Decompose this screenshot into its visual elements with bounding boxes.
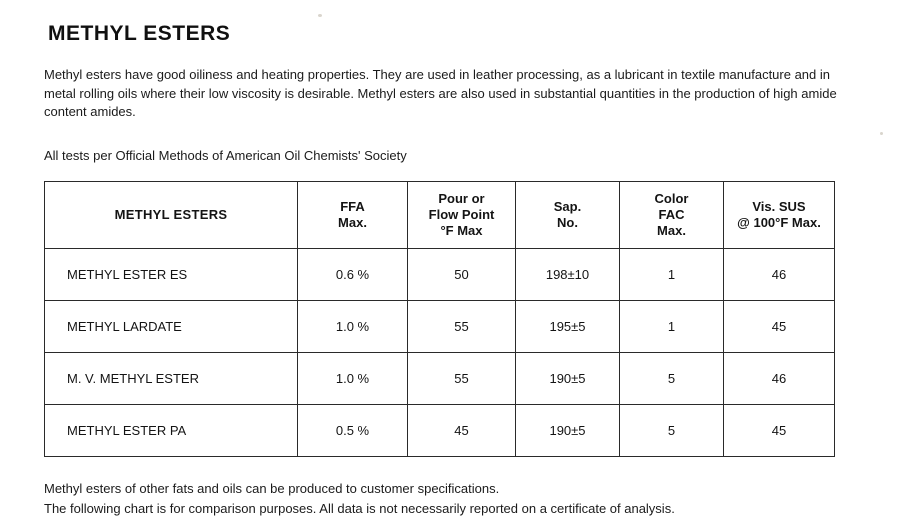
table-body	[45, 248, 835, 456]
page-title: METHYL ESTERS	[48, 22, 231, 45]
column-header-pour-line2: Flow Point	[428, 206, 495, 222]
table-row	[45, 248, 835, 300]
table-row	[45, 300, 835, 352]
cell-ffa: 0.5 %	[298, 404, 408, 456]
table-row	[45, 352, 835, 404]
scan-speck	[318, 14, 322, 17]
column-header-color-line2: FAC	[658, 206, 685, 222]
scan-speck	[880, 132, 883, 135]
cell-sap-no: 190±5	[516, 404, 620, 456]
cell-pour-point: 55	[408, 352, 516, 404]
cell-pour-point: 45	[408, 404, 516, 456]
cell-pour-point: 50	[408, 248, 516, 300]
cell-product-name: METHYL ESTER PA	[45, 404, 298, 456]
column-header-pour-line3: °F Max	[440, 222, 483, 238]
column-header-vis-line1: Vis. SUS	[752, 198, 806, 214]
column-header-color-line3: Max.	[657, 222, 686, 238]
column-header-ffa	[298, 181, 408, 248]
cell-sap-no: 198±10	[516, 248, 620, 300]
cell-pour-point: 55	[408, 300, 516, 352]
cell-product-name: METHYL ESTER ES	[45, 248, 298, 300]
table-row	[45, 404, 835, 456]
cell-product-name: METHYL LARDATE	[45, 300, 298, 352]
cell-viscosity: 45	[724, 404, 835, 456]
cell-product-name: M. V. METHYL ESTER	[45, 352, 298, 404]
cell-viscosity: 46	[724, 352, 835, 404]
cell-ffa: 1.0 %	[298, 300, 408, 352]
cell-color-fac: 5	[620, 404, 724, 456]
column-header-product	[45, 181, 298, 248]
cell-ffa: 0.6 %	[298, 248, 408, 300]
column-header-ffa-line2: Max.	[338, 214, 367, 230]
footer-notes	[44, 479, 878, 519]
column-header-pour-point	[408, 181, 516, 248]
column-header-viscosity	[724, 181, 835, 248]
table-header	[45, 181, 835, 248]
footer-note-line-2: The following chart is for comparison purposes. All data is not necessarily reported on a certificate of analysis.	[44, 500, 675, 516]
cell-ffa: 1.0 %	[298, 352, 408, 404]
column-header-color-line1: Color	[654, 190, 689, 206]
intro-paragraph: Methyl esters have good oiliness and heating properties. They are used in leather processing, as a lubricant in textile manufacture and in metal rolling oils where their low viscosity is desirable. Methyl esters are also used in substantial quantities in the production of high amide content amides.	[44, 67, 837, 119]
column-header-color-fac	[620, 181, 724, 248]
footer-note-line-1: Methyl esters of other fats and oils can be produced to customer specifications.	[44, 480, 500, 496]
specifications-table	[44, 181, 835, 457]
cell-color-fac: 1	[620, 248, 724, 300]
methods-note: All tests per Official Methods of American Oil Chemists' Society	[44, 147, 407, 163]
column-header-vis-line2: @ 100°F Max.	[737, 214, 821, 230]
column-header-product-line1: METHYL ESTERS	[114, 206, 228, 222]
column-header-pour-line1: Pour or	[438, 190, 485, 206]
cell-sap-no: 190±5	[516, 352, 620, 404]
cell-color-fac: 1	[620, 300, 724, 352]
column-header-sap-line1: Sap.	[553, 198, 582, 214]
table-header-row	[45, 181, 835, 248]
column-header-sap-no	[516, 181, 620, 248]
column-header-sap-line2: No.	[557, 214, 578, 230]
cell-sap-no: 195±5	[516, 300, 620, 352]
cell-viscosity: 45	[724, 300, 835, 352]
column-header-ffa-line1: FFA	[340, 198, 365, 214]
cell-viscosity: 46	[724, 248, 835, 300]
cell-color-fac: 5	[620, 352, 724, 404]
